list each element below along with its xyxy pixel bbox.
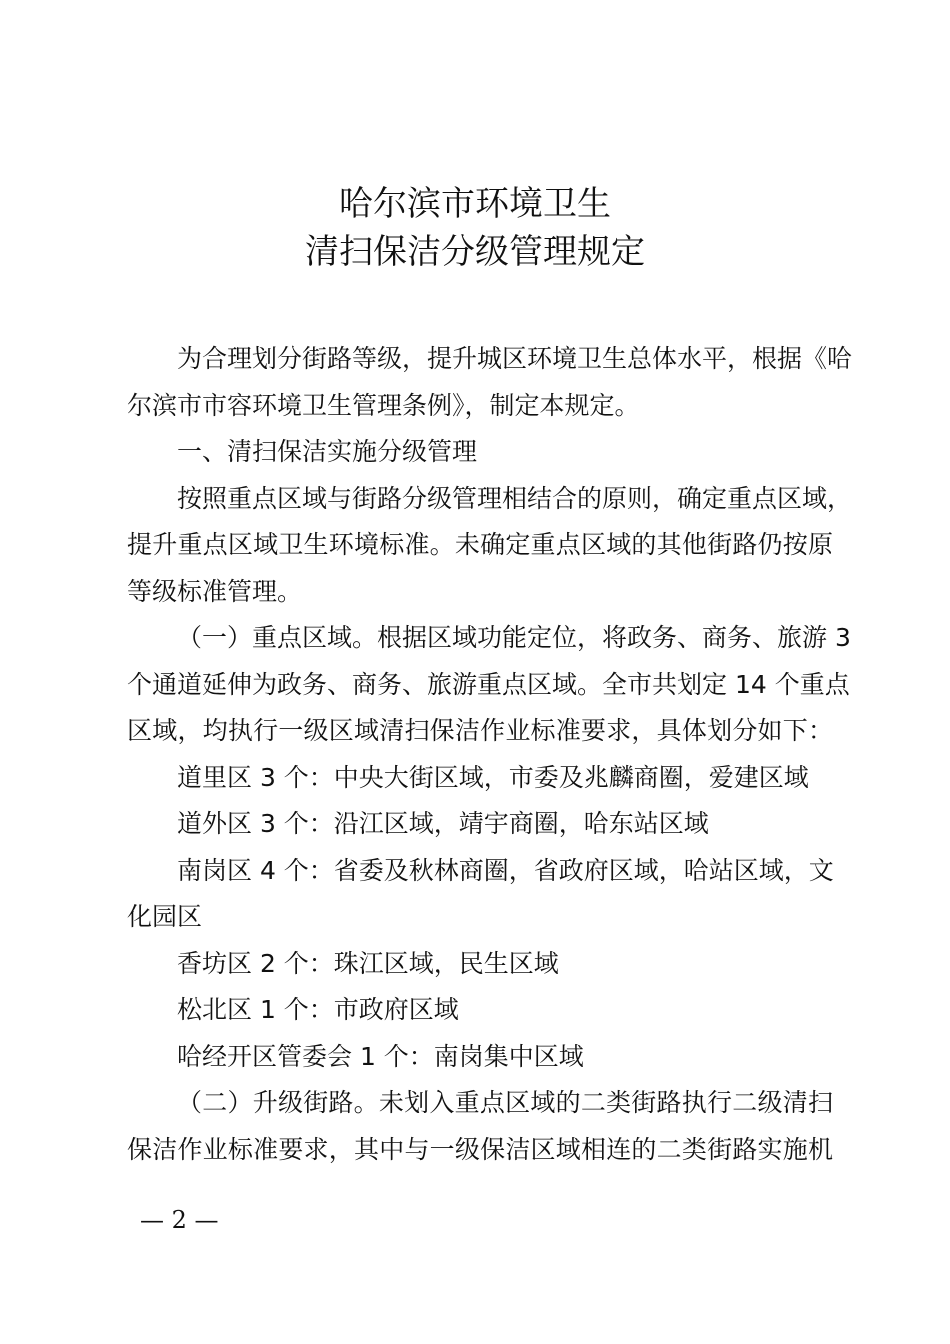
document-title-line-1: 哈尔滨市环境卫生 [339, 184, 611, 224]
page-number: — 2 — [140, 1206, 219, 1234]
paragraph-line: 为合理划分街路等级，提升城区环境卫生总体水平，根据《哈 [177, 344, 853, 373]
paragraph-line: 等级标准管理。 [127, 576, 303, 606]
paragraph-line: （一）重点区域。根据区域功能定位，将政务、商务、旅游 3 [177, 623, 851, 652]
paragraph-line: 提升重点区域卫生环境标准。未确定重点区域的其他街路仍按原 [127, 530, 833, 559]
list-item: 南岗区 4 个：省委及秋林商圈，省政府区域，哈站区域，文 [177, 855, 834, 885]
list-item: 道外区 3 个：沿江区域，靖宇商圈，哈东站区域 [177, 809, 709, 838]
section-heading: 一、清扫保洁实施分级管理 [177, 437, 478, 466]
paragraph-line: 保洁作业标准要求，其中与一级保洁区域相连的二类街路实施机 [127, 1134, 833, 1164]
list-item-continuation: 化园区 [127, 902, 203, 931]
list-item: 松北区 1 个：市政府区域 [177, 995, 459, 1024]
paragraph-line: 尔滨市市容环境卫生管理条例》，制定本规定。 [127, 390, 640, 420]
paragraph-line: 区域，均执行一级区域清扫保洁作业标准要求，具体划分如下： [127, 716, 833, 745]
document-body [127, 336, 853, 1173]
list-item: 哈经开区管委会 1 个：南岗集中区域 [177, 1041, 584, 1071]
list-item: 香坊区 2 个：珠江区域，民生区域 [177, 948, 559, 978]
list-item: 道里区 3 个：中央大街区域，市委及兆麟商圈，爱建区域 [177, 762, 809, 792]
paragraph-line: 按照重点区域与街路分级管理相结合的原则，确定重点区域， [177, 483, 853, 513]
paragraph-line: 个通道延伸为政务、商务、旅游重点区域。全市共划定 14 个重点 [127, 669, 850, 699]
document-title-line-2: 清扫保洁分级管理规定 [305, 232, 645, 272]
paragraph-line: （二）升级街路。未划入重点区域的二类街路执行二级清扫 [177, 1088, 833, 1117]
